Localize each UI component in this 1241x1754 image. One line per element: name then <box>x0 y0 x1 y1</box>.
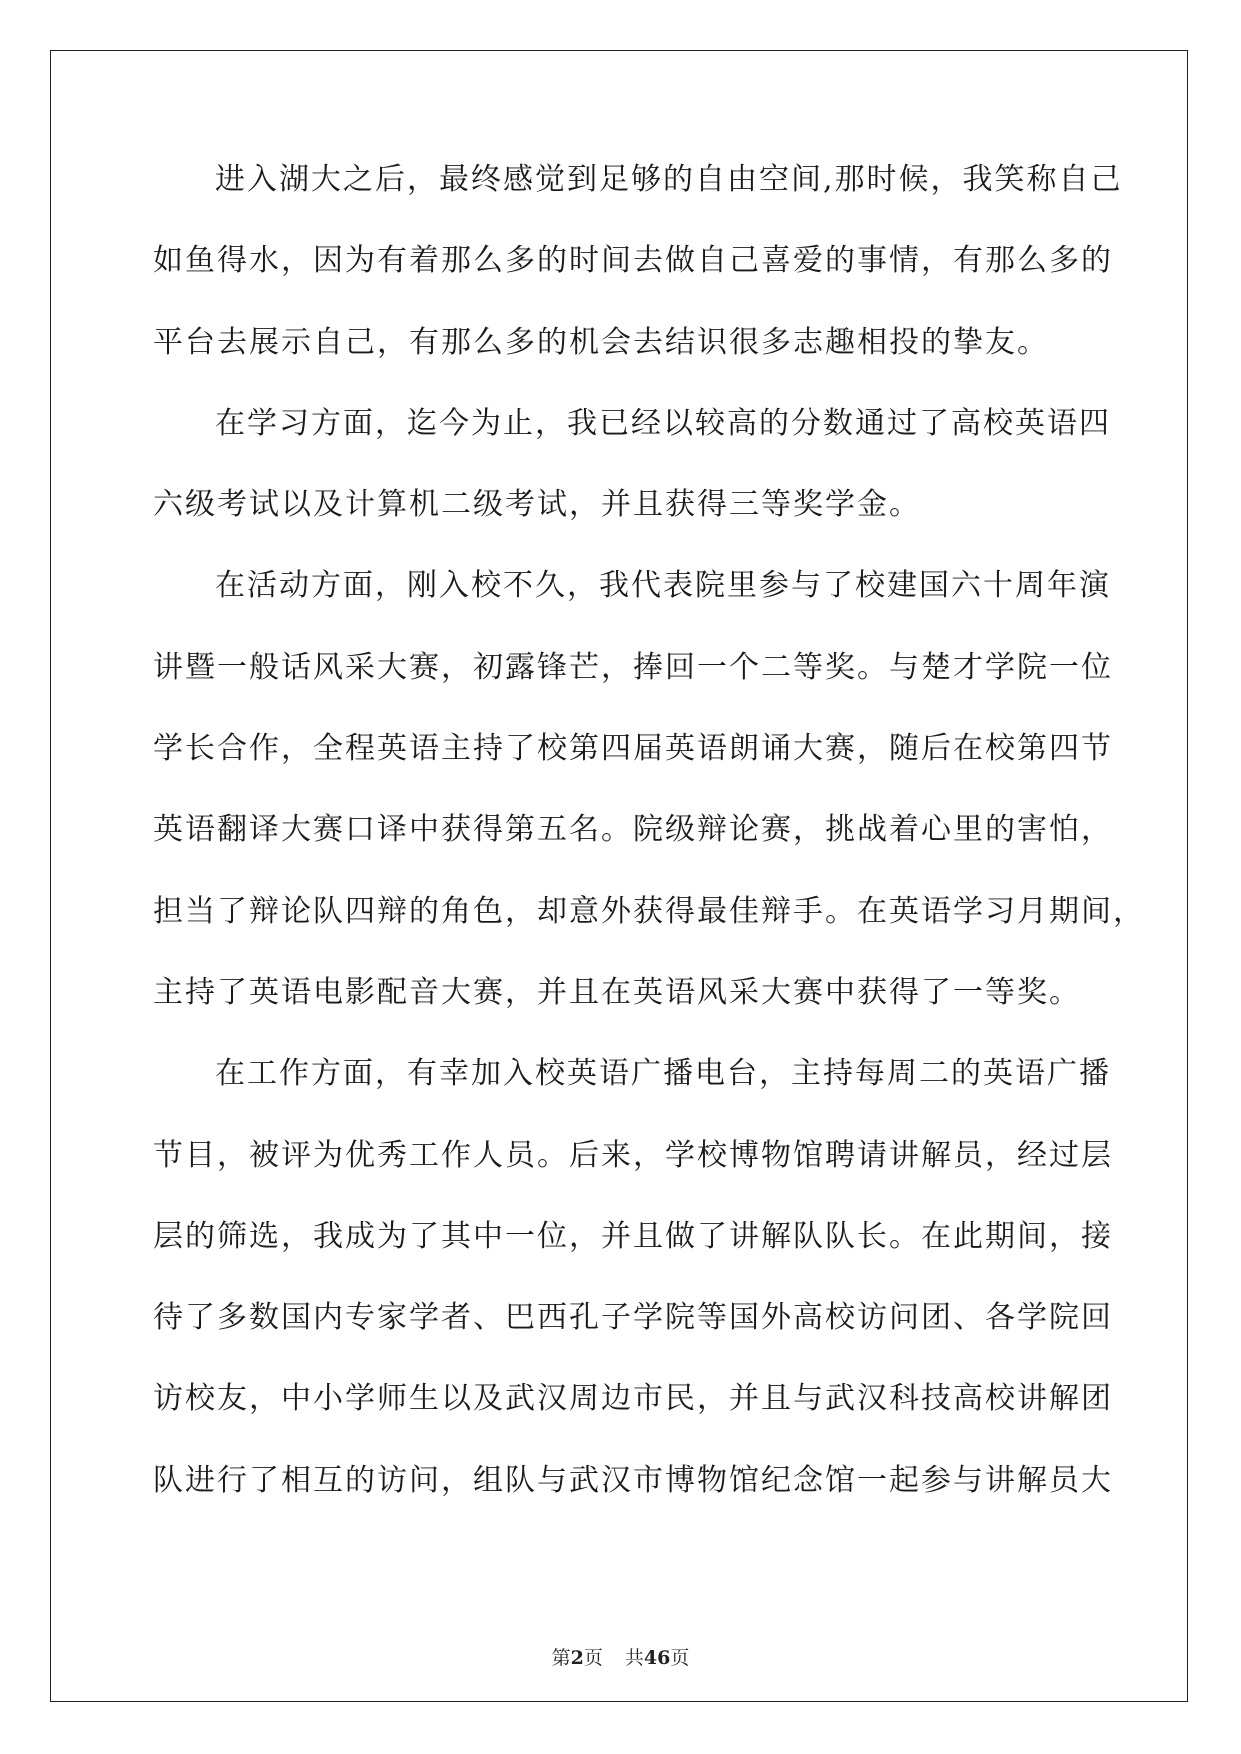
text-line: 英语翻译大赛口译中获得第五名。院级辩论赛，挑战着心里的害怕， <box>153 812 1113 848</box>
text-line: 队进行了相互的访问，组队与武汉市博物馆纪念馆一起参与讲解员大 <box>153 1462 1113 1498</box>
total-prefix: 共 <box>624 1647 644 1669</box>
text-line: 平台去展示自己，有那么多的机会去结识很多志趣相投的挚友。 <box>153 324 1049 360</box>
text-line: 在工作方面，有幸加入校英语广播电台，主持每周二的英语广播 <box>215 1056 1111 1092</box>
text-line: 待了多数国内专家学者、巴西孔子学院等国外高校访问团、各学院回 <box>153 1300 1113 1336</box>
page-number: 2 <box>570 1647 584 1669</box>
page-suffix: 页 <box>583 1647 603 1669</box>
text-line: 如鱼得水，因为有着那么多的时间去做自己喜爱的事情，有那么多的 <box>153 243 1113 279</box>
text-line: 在活动方面，刚入校不久，我代表院里参与了校建国六十周年演 <box>215 568 1111 604</box>
document-body <box>153 160 1145 1542</box>
text-line: 学长合作，全程英语主持了校第四届英语朗诵大赛，随后在校第四节 <box>153 731 1113 767</box>
text-line: 在学习方面，迄今为止，我已经以较高的分数通过了高校英语四 <box>215 405 1111 441</box>
text-line: 进入湖大之后，最终感觉到足够的自由空间,那时候，我笑称自己 <box>215 162 1123 197</box>
text-line: 主持了英语电影配音大赛，并且在英语风采大赛中获得了一等奖。 <box>153 974 1081 1010</box>
text-line: 节目，被评为优秀工作人员。后来，学校博物馆聘请讲解员，经过层 <box>153 1137 1113 1173</box>
page-prefix: 第 <box>551 1647 571 1669</box>
text-line: 访校友，中小学师生以及武汉周边市民，并且与武汉科技高校讲解团 <box>153 1381 1113 1417</box>
text-line: 六级考试以及计算机二级考试，并且获得三等奖学金。 <box>153 487 921 523</box>
total-pages: 46 <box>643 1647 671 1669</box>
text-line: 层的筛选，我成为了其中一位，并且做了讲解队队长。在此期间，接 <box>153 1218 1113 1254</box>
total-suffix: 页 <box>670 1647 690 1669</box>
text-line: 讲暨一般话风采大赛，初露锋芒，捧回一个二等奖。与楚才学院一位 <box>153 649 1113 685</box>
page-footer <box>0 1643 1241 1670</box>
text-line: 担当了辩论队四辩的角色，却意外获得最佳辩手。在英语学习月期间， <box>153 893 1145 929</box>
